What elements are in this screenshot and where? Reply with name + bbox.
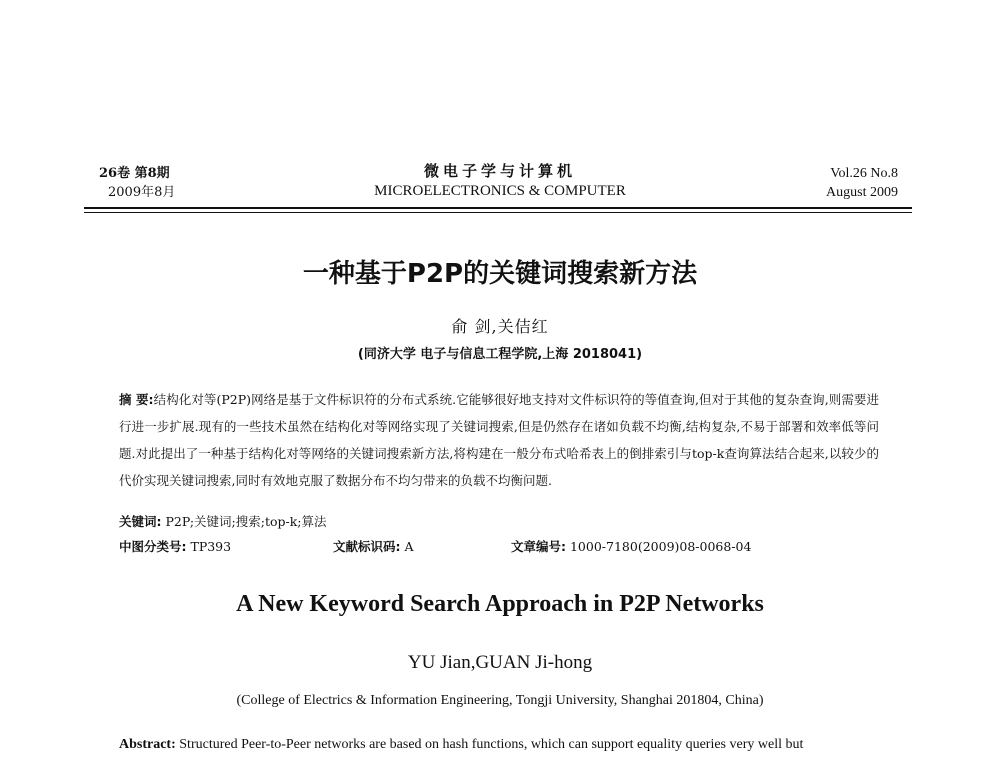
authors-cn: 俞 剑,关佶红 [451, 317, 549, 336]
article-value: 1000-7180(2009)08-0068-04 [569, 539, 752, 554]
paper-title-cn: 一种基于P2P的关键词搜索新方法 [302, 259, 698, 289]
issue-date-cn: 2009年8月 [108, 185, 176, 200]
article-number [511, 537, 751, 555]
header-rule-thin [84, 212, 912, 213]
doc-label: 文献标识码: [333, 539, 401, 554]
article-label: 文章编号: [511, 539, 566, 554]
clc-label: 中图分类号: [119, 539, 187, 554]
doc-code [333, 537, 414, 555]
paper-title-en: A New Keyword Search Approach in P2P Networks [236, 591, 764, 617]
volume-issue: 26卷 第8期 [99, 166, 170, 181]
journal-name-en: MICROELECTRONICS & COMPUTER [374, 183, 626, 199]
authors-en: YU Jian,GUAN Ji-hong [407, 652, 593, 673]
doc-value: A [404, 539, 414, 554]
journal-name [300, 160, 700, 200]
affiliation-cn: (同济大学 电子与信息工程学院,上海 2018041) [357, 347, 643, 362]
abstract-en-label: Abstract: [119, 737, 176, 752]
abstract-en [119, 734, 879, 756]
abstract-en-text: Structured Peer-to-Peer networks are based on hash functions, which can support equality queries very well but [179, 737, 804, 752]
abstract-cn-text: 结构化对等(P2P)网络是基于文件标识符的分布式系统.它能够很好地支持对文件标识符的等值查询,但对于其他的复杂查询,则需要进行进一步扩展.现有的一些技术虽然在结构化对等网络实现了关键词搜索,但是仍然存在诸如负载不均衡,结构复杂,不易于部署和效率低等问题.对此提出了一种基于结构化对等网络的关键词搜索新方法,将构建在一般分布式哈希表上的倒排索引与top-k查询算法结合起来,以较少的代价实现关键词搜索,同时有效地克服了数据分布不均匀带来的负载不均衡问题. [119, 392, 879, 488]
header-rule-thick [84, 207, 912, 209]
volume-info-en [826, 164, 898, 202]
issue-date-en: August 2009 [826, 185, 898, 200]
keywords-label: 关键词: [119, 514, 162, 529]
journal-name-cn: 微电子学与计算机 [423, 162, 576, 180]
abstract-cn-label: 摘 要: [119, 392, 154, 407]
clc-value: TP393 [190, 539, 232, 554]
affiliation-en: (College of Electrics & Information Engineering, Tongji University, Shanghai 201804, China) [236, 693, 764, 708]
clc-code [119, 537, 231, 555]
abstract-cn [119, 386, 879, 494]
issue-info [99, 164, 175, 202]
keywords-cn [119, 512, 327, 530]
vol-no: Vol.26 No.8 [830, 166, 898, 181]
keywords-text: P2P;关键词;搜索;top-k;算法 [165, 514, 327, 529]
